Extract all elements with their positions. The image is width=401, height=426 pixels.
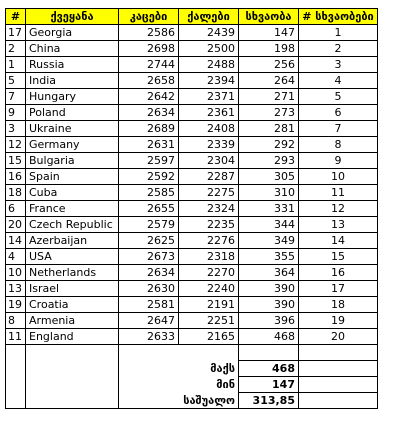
cell-rank[interactable]: 1	[299, 25, 378, 41]
cell-index[interactable]: 16	[6, 169, 26, 185]
cell-country[interactable]: Israel	[26, 281, 119, 297]
cell-women[interactable]: 2270	[179, 265, 239, 281]
cell-country[interactable]: Netherlands	[26, 265, 119, 281]
cell-difference[interactable]: 355	[239, 249, 299, 265]
cell-men[interactable]: 2625	[119, 233, 179, 249]
empty-cell[interactable]	[6, 361, 26, 377]
cell-difference[interactable]: 390	[239, 297, 299, 313]
cell-women[interactable]: 2488	[179, 57, 239, 73]
cell-women[interactable]: 2408	[179, 121, 239, 137]
cell-index[interactable]: 11	[6, 329, 26, 345]
cell-women[interactable]: 2251	[179, 313, 239, 329]
cell-country[interactable]: Bulgaria	[26, 153, 119, 169]
cell-women[interactable]: 2304	[179, 153, 239, 169]
table-row	[6, 89, 378, 105]
cell-men[interactable]: 2634	[119, 105, 179, 121]
empty-cell[interactable]	[299, 361, 378, 377]
cell-men[interactable]: 2633	[119, 329, 179, 345]
cell-index[interactable]: 9	[6, 105, 26, 121]
header-women[interactable]: ქალები	[179, 9, 239, 25]
empty-cell[interactable]	[26, 361, 119, 377]
cell-men[interactable]: 2673	[119, 249, 179, 265]
cell-country[interactable]: USA	[26, 249, 119, 265]
stat-row	[6, 377, 378, 393]
table-row	[6, 73, 378, 89]
cell-rank[interactable]: 11	[299, 185, 378, 201]
cell-index[interactable]: 15	[6, 153, 26, 169]
cell-women[interactable]: 2339	[179, 137, 239, 153]
spreadsheet	[5, 8, 378, 409]
cell-women[interactable]: 2439	[179, 25, 239, 41]
stat-row	[6, 361, 378, 377]
cell-rank[interactable]: 17	[299, 281, 378, 297]
cell-index[interactable]: 1	[6, 57, 26, 73]
table-row	[6, 313, 378, 329]
table-body	[6, 25, 378, 409]
cell-men[interactable]: 2647	[119, 313, 179, 329]
cell-men[interactable]: 2586	[119, 25, 179, 41]
empty-cell[interactable]	[119, 345, 179, 361]
cell-country[interactable]: France	[26, 201, 119, 217]
cell-rank[interactable]: 4	[299, 73, 378, 89]
cell-country[interactable]: India	[26, 73, 119, 89]
cell-index[interactable]: 20	[6, 217, 26, 233]
empty-cell[interactable]	[6, 345, 26, 361]
cell-women[interactable]: 2191	[179, 297, 239, 313]
cell-men[interactable]: 2630	[119, 281, 179, 297]
cell-difference[interactable]: 198	[239, 41, 299, 57]
empty-cell[interactable]	[26, 393, 119, 409]
empty-cell[interactable]	[299, 345, 378, 361]
header-difference-rank[interactable]: # სხვაობები	[299, 9, 378, 25]
empty-cell[interactable]	[299, 393, 378, 409]
cell-women[interactable]: 2287	[179, 169, 239, 185]
cell-index[interactable]: 6	[6, 201, 26, 217]
cell-index[interactable]: 10	[6, 265, 26, 281]
cell-men[interactable]: 2689	[119, 121, 179, 137]
cell-rank[interactable]: 5	[299, 89, 378, 105]
empty-cell[interactable]	[179, 345, 239, 361]
cell-women[interactable]: 2361	[179, 105, 239, 121]
cell-index[interactable]: 5	[6, 73, 26, 89]
cell-rank[interactable]: 20	[299, 329, 378, 345]
header-men[interactable]: კაცები	[119, 9, 179, 25]
cell-index[interactable]: 8	[6, 313, 26, 329]
cell-rank[interactable]: 14	[299, 233, 378, 249]
cell-men[interactable]: 2581	[119, 297, 179, 313]
cell-men[interactable]: 2597	[119, 153, 179, 169]
cell-men[interactable]: 2634	[119, 265, 179, 281]
empty-row	[6, 345, 378, 361]
cell-difference[interactable]: 396	[239, 313, 299, 329]
cell-country[interactable]: Cuba	[26, 185, 119, 201]
cell-difference[interactable]: 310	[239, 185, 299, 201]
cell-country[interactable]: Ukraine	[26, 121, 119, 137]
cell-rank[interactable]: 19	[299, 313, 378, 329]
table-row	[6, 185, 378, 201]
cell-difference[interactable]: 281	[239, 121, 299, 137]
table-row	[6, 201, 378, 217]
cell-women[interactable]: 2276	[179, 233, 239, 249]
cell-difference[interactable]: 364	[239, 265, 299, 281]
empty-cell[interactable]	[6, 393, 26, 409]
cell-rank[interactable]: 2	[299, 41, 378, 57]
table-row	[6, 41, 378, 57]
cell-rank[interactable]: 3	[299, 57, 378, 73]
cell-difference[interactable]: 390	[239, 281, 299, 297]
cell-country[interactable]: Armenia	[26, 313, 119, 329]
header-difference[interactable]: სხვაობა	[239, 9, 299, 25]
table-row	[6, 249, 378, 265]
cell-country[interactable]: Germany	[26, 137, 119, 153]
stat-value[interactable]: 313,85	[239, 393, 299, 409]
header-row	[6, 9, 378, 25]
cell-country[interactable]: China	[26, 41, 119, 57]
cell-difference[interactable]: 468	[239, 329, 299, 345]
table-row	[6, 329, 378, 345]
empty-cell[interactable]	[239, 345, 299, 361]
empty-cell[interactable]	[6, 377, 26, 393]
cell-index[interactable]: 14	[6, 233, 26, 249]
cell-difference[interactable]: 305	[239, 169, 299, 185]
cell-index[interactable]: 13	[6, 281, 26, 297]
cell-rank[interactable]: 15	[299, 249, 378, 265]
cell-difference[interactable]: 256	[239, 57, 299, 73]
cell-country[interactable]: Croatia	[26, 297, 119, 313]
cell-country[interactable]: Spain	[26, 169, 119, 185]
cell-men[interactable]: 2642	[119, 89, 179, 105]
table-row	[6, 57, 378, 73]
data-table	[5, 8, 378, 409]
cell-country[interactable]: England	[26, 329, 119, 345]
cell-difference[interactable]: 293	[239, 153, 299, 169]
cell-difference[interactable]: 331	[239, 201, 299, 217]
table-row	[6, 265, 378, 281]
header-country[interactable]: ქვეყანა	[26, 9, 119, 25]
cell-women[interactable]: 2371	[179, 89, 239, 105]
cell-country[interactable]: Czech Republic	[26, 217, 119, 233]
cell-index[interactable]: 7	[6, 89, 26, 105]
cell-men[interactable]: 2658	[119, 73, 179, 89]
table-row	[6, 137, 378, 153]
stat-label: მინ	[216, 378, 235, 391]
cell-women[interactable]: 2240	[179, 281, 239, 297]
cell-difference[interactable]: 147	[239, 25, 299, 41]
cell-index[interactable]: 18	[6, 185, 26, 201]
cell-country[interactable]: Russia	[26, 57, 119, 73]
cell-women[interactable]: 2318	[179, 249, 239, 265]
cell-women[interactable]: 2165	[179, 329, 239, 345]
empty-cell[interactable]	[299, 377, 378, 393]
table-row	[6, 25, 378, 41]
cell-difference[interactable]: 344	[239, 217, 299, 233]
cell-country[interactable]: Hungary	[26, 89, 119, 105]
cell-rank[interactable]: 9	[299, 153, 378, 169]
cell-men[interactable]: 2579	[119, 217, 179, 233]
empty-cell	[119, 393, 179, 409]
cell-country[interactable]: Azerbaijan	[26, 233, 119, 249]
cell-men[interactable]: 2585	[119, 185, 179, 201]
cell-index[interactable]: 19	[6, 297, 26, 313]
cell-country[interactable]: Georgia	[26, 25, 119, 41]
cell-men[interactable]: 2655	[119, 201, 179, 217]
cell-rank[interactable]: 10	[299, 169, 378, 185]
cell-men[interactable]: 2744	[119, 57, 179, 73]
table-row	[6, 281, 378, 297]
cell-rank[interactable]: 12	[299, 201, 378, 217]
empty-cell	[119, 361, 179, 377]
cell-women[interactable]: 2275	[179, 185, 239, 201]
empty-cell[interactable]	[26, 345, 119, 361]
table-row	[6, 153, 378, 169]
cell-rank[interactable]: 7	[299, 121, 378, 137]
empty-cell	[119, 377, 179, 393]
stat-label: საშუალო	[179, 393, 239, 409]
table-row	[6, 297, 378, 313]
table-row	[6, 233, 378, 249]
empty-cell[interactable]	[26, 377, 119, 393]
cell-rank[interactable]: 13	[299, 217, 378, 233]
cell-women[interactable]: 2500	[179, 41, 239, 57]
cell-women[interactable]: 2324	[179, 201, 239, 217]
stat-value[interactable]: 147	[239, 377, 299, 393]
cell-index[interactable]: 4	[6, 249, 26, 265]
cell-men[interactable]: 2631	[119, 137, 179, 153]
cell-country[interactable]: Poland	[26, 105, 119, 121]
cell-difference[interactable]: 349	[239, 233, 299, 249]
cell-men[interactable]: 2698	[119, 41, 179, 57]
cell-difference[interactable]: 271	[239, 89, 299, 105]
cell-rank[interactable]: 16	[299, 265, 378, 281]
cell-rank[interactable]: 8	[299, 137, 378, 153]
cell-difference[interactable]: 273	[239, 105, 299, 121]
cell-index[interactable]: 2	[6, 41, 26, 57]
header-index[interactable]: #	[6, 9, 26, 25]
cell-index[interactable]: 12	[6, 137, 26, 153]
stat-row	[6, 393, 378, 409]
cell-difference[interactable]: 264	[239, 73, 299, 89]
cell-index[interactable]: 17	[6, 25, 26, 41]
cell-women[interactable]: 2394	[179, 73, 239, 89]
table-row	[6, 121, 378, 137]
cell-men[interactable]: 2592	[119, 169, 179, 185]
cell-women[interactable]: 2235	[179, 217, 239, 233]
table-row	[6, 169, 378, 185]
stat-label: მაქს	[210, 362, 235, 375]
cell-rank[interactable]: 18	[299, 297, 378, 313]
table-row	[6, 105, 378, 121]
stat-value[interactable]: 468	[239, 361, 299, 377]
cell-difference[interactable]: 292	[239, 137, 299, 153]
table-row	[6, 217, 378, 233]
cell-index[interactable]: 3	[6, 121, 26, 137]
cell-rank[interactable]: 6	[299, 105, 378, 121]
